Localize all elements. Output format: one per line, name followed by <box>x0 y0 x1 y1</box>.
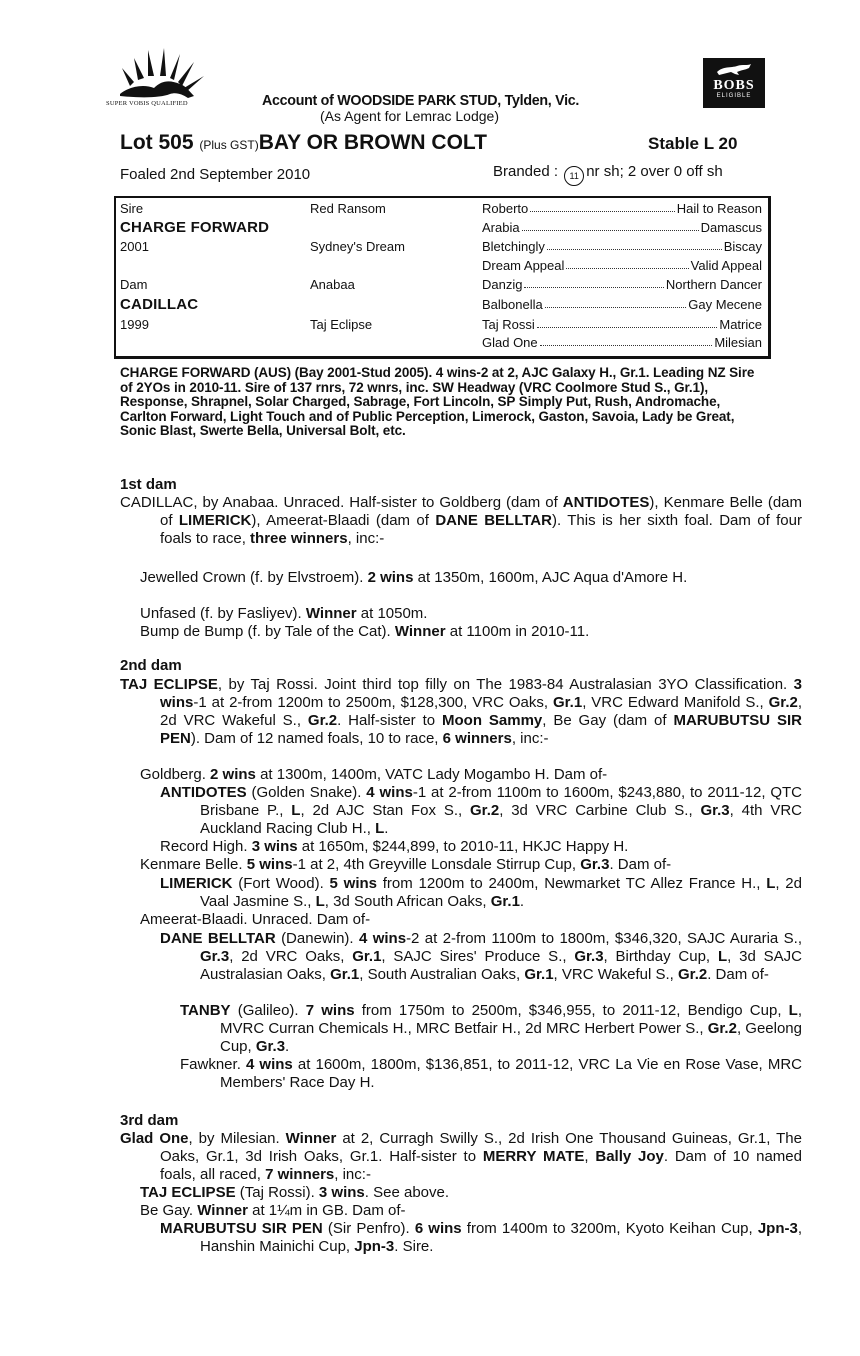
dam-label: Dam <box>120 277 148 292</box>
dam-sire: Anabaa <box>310 277 355 292</box>
branded-detail: nr sh; 2 over 0 off sh <box>586 163 723 180</box>
progeny-entry: Jewelled Crown (f. by Elvstroem). 2 wins at 1350m, 1600m, AJC Aqua d'Amore H. <box>140 569 688 586</box>
progeny-entry: Kenmare Belle. 5 wins-1 at 2, 4th Greyville Lonsdale Stirrup Cup, Gr.3. Dam of- <box>140 856 672 873</box>
third-dam-text: Glad One, by Milesian. Winner at 2, Curragh Swilly S., 2d Irish One Thousand Guineas, Gr.1, The Oaks, Gr.1, 3d Irish Oaks, Gr.1. Half-sister to MERRY MATE, Bally Joy. Dam of 10 named foals, all raced, 7 winners, inc:- <box>120 1130 802 1183</box>
dam-name: CADILLAC <box>120 296 199 313</box>
bobs-title: BOBS <box>713 78 755 93</box>
ancestor-left: Arabia <box>482 220 520 235</box>
ancestor-row <box>482 220 762 235</box>
sire-year: 2001 <box>120 239 149 254</box>
bobs-caption: ELIGIBLE <box>716 93 752 99</box>
dam-dam: Taj Eclipse <box>310 317 373 332</box>
ancestor-row <box>482 335 762 350</box>
progeny-entry: Record High. 3 wins at 1650m, $244,899, to 2010-11, HKJC Happy H. <box>160 838 629 855</box>
lot-title <box>120 131 487 155</box>
ancestor-row <box>482 201 762 216</box>
sire-name: CHARGE FORWARD <box>120 219 270 236</box>
progeny-entry: TAJ ECLIPSE (Taj Rossi). 3 wins. See above. <box>140 1184 450 1201</box>
horse-description: BAY OR BROWN COLT <box>258 131 488 154</box>
ancestor-left: Glad One <box>482 335 538 350</box>
foaled-date: Foaled 2nd September 2010 <box>120 166 311 183</box>
first-dam-text: CADILLAC, by Anabaa. Unraced. Half-sister to Goldberg (dam of ANTIDOTES), Kenmare Belle (dam of LIMERICK), Ameerat-Blaadi (dam of DANE BELLTAR). This is her sixth foal. Dam of four foals to race, three winners, inc:- <box>120 494 802 547</box>
sire-label: Sire <box>120 201 144 216</box>
branded-label: Branded : <box>493 163 559 180</box>
progeny-entry: Bump de Bump (f. by Tale of the Cat). Winner at 1100m in 2010-11. <box>140 623 590 640</box>
account-line: Account of WOODSIDE PARK STUD, Tylden, Vic. <box>262 92 580 109</box>
ancestor-left: Taj Rossi <box>482 317 535 332</box>
second-dam-text: TAJ ECLIPSE, by Taj Rossi. Joint third top filly on The 1983-84 Australasian 3YO Classification. 3 wins-1 at 2-from 1200m to 2500m, $128,300, VRC Oaks, Gr.1, VRC Edward Manifold S., Gr.2, 2d VRC Wakeful S., Gr.2. Half-sister to Moon Sammy, Be Gay (dam of MARUBUTSU SIR PEN). Dam of 12 named foals, 10 to race, 6 winners, inc:- <box>120 676 803 747</box>
progeny-entry: Be Gay. Winner at 1¼m in GB. Dam of- <box>140 1202 406 1219</box>
branded-line <box>493 163 723 186</box>
ancestor-left: Bletchingly <box>482 239 545 254</box>
stable-number: Stable L 20 <box>648 134 738 153</box>
ancestor-row <box>482 317 762 332</box>
horse-rays-icon <box>110 46 210 100</box>
agent-line: (As Agent for Lemrac Lodge) <box>320 108 499 124</box>
progeny-entry: DANE BELLTAR (Danewin). 4 wins-2 at 2-from 1100m to 1800m, $346,320, SAJC Auraria S., Gr.3, 2d VRC Oaks, Gr.1, SAJC Sires' Produce S., Gr.3, Birthday Cup, L, 3d SAJC Australasian Oaks, Gr.1, South Australian Oaks, Gr.1, VRC Wakeful S., Gr.2. Dam of- <box>160 930 802 983</box>
ancestor-right: Northern Dancer <box>665 277 762 292</box>
ancestor-right: Hail to Reason <box>676 201 762 216</box>
first-dam-heading: 1st dam <box>120 476 177 493</box>
gst-note: (Plus GST) <box>199 138 259 152</box>
ancestor-row <box>482 297 762 312</box>
ancestor-left: Danzig <box>482 277 523 292</box>
third-dam-heading: 3rd dam <box>120 1112 179 1129</box>
ancestor-row <box>482 277 762 292</box>
second-dam-heading: 2nd dam <box>120 657 182 674</box>
ancestor-right: Milesian <box>714 335 762 350</box>
horse-icon <box>715 62 753 76</box>
bobs-logo <box>703 58 765 108</box>
pedigree-table <box>114 196 771 359</box>
progeny-entry: Fawkner. 4 wins at 1600m, 1800m, $136,851, to 2011-12, VRC La Vie en Rose Vase, MRC Members' Race Day H. <box>180 1056 802 1091</box>
dam-year: 1999 <box>120 317 149 332</box>
progeny-entry: Ameerat-Blaadi. Unraced. Dam of- <box>140 911 371 928</box>
progeny-entry: TANBY (Galileo). 7 wins from 1750m to 2500m, $346,955, to 2011-12, Bendigo Cup, L, MVRC Curran Chemicals H., MRC Betfair H., 2d MRC Herbert Power S., Gr.2, Geelong Cup, Gr.3. <box>180 1002 802 1055</box>
ancestor-right: Damascus <box>700 220 762 235</box>
ancestor-right: Matrice <box>719 317 762 332</box>
ancestor-row <box>482 258 762 273</box>
sire-summary: CHARGE FORWARD (AUS) (Bay 2001-Stud 2005). 4 wins-2 at 2, AJC Galaxy H., Gr.1. Leading NZ Sire of 2YOs in 2010-11. Sire of 137 rnrs, 72 wnrs, inc. SW Headway (VRC Coolmore Stud S., Gr.1), Response, Shrapnel, Solar Charged, Sabrage, Fort Lincoln, SP Simply Put, Rush, Andromache, Carlton Forward, Light Touch and of Public Perception, Limerock, Gaston, Savoia, Lady be Great, Sonic Blast, Swerte Bella, Universal Bolt, etc. <box>120 365 755 438</box>
progeny-entry: Unfased (f. by Fasliyev). Winner at 1050m. <box>140 605 428 622</box>
super-vobis-logo <box>106 46 210 108</box>
ancestor-right: Valid Appeal <box>690 258 762 273</box>
progeny-entry: MARUBUTSU SIR PEN (Sir Penfro). 6 wins from 1400m to 3200m, Kyoto Keihan Cup, Jpn-3, Hanshin Mainichi Cup, Jpn-3. Sire. <box>160 1220 803 1255</box>
ancestor-left: Balbonella <box>482 297 543 312</box>
ancestor-row <box>482 239 762 254</box>
progeny-entry: LIMERICK (Fort Wood). 5 wins from 1200m to 2400m, Newmarket TC Allez France H., L, 2d Vaal Jasmine S., L, 3d South African Oaks, Gr.1. <box>160 875 802 910</box>
ancestor-right: Gay Mecene <box>688 297 762 312</box>
brand-mark-icon: 11 <box>564 166 584 186</box>
ancestor-left: Roberto <box>482 201 529 216</box>
sire-dam: Sydney's Dream <box>310 239 405 254</box>
ancestor-left: Dream Appeal <box>482 258 565 273</box>
lot-number: Lot 505 <box>120 131 194 154</box>
sire-sire: Red Ransom <box>310 201 386 216</box>
super-vobis-caption: SUPER VOBIS QUALIFIED <box>106 100 188 107</box>
progeny-entry: ANTIDOTES (Golden Snake). 4 wins-1 at 2-from 1100m to 1600m, $243,880, to 2011-12, QTC Brisbane P., L, 2d AJC Stan Fox S., Gr.2, 3d VRC Carbine Club S., Gr.3, 4th VRC Auckland Racing Club H., L. <box>160 784 803 837</box>
ancestor-right: Biscay <box>723 239 762 254</box>
progeny-entry: Goldberg. 2 wins at 1300m, 1400m, VATC Lady Mogambo H. Dam of- <box>140 766 608 783</box>
